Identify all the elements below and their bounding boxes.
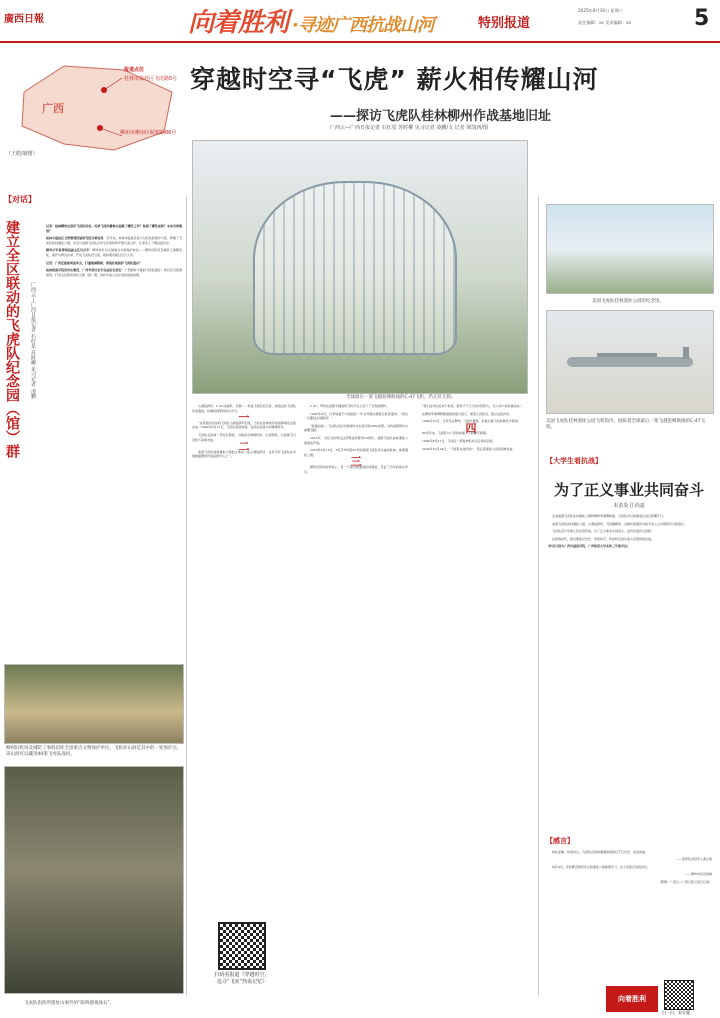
section-heading-3: 三 — [350, 455, 362, 469]
feelings-tag: 【感言】 — [546, 837, 574, 845]
interview-a1 — [46, 236, 182, 245]
interview-tag: 【对话】 — [4, 194, 44, 206]
col2-paragraph: 2015年，为纪念世界反法西斯战争胜利70周年，美国飞虎队桂林遗址公园建成开放。 — [304, 435, 408, 445]
article-column-1 — [192, 404, 296, 462]
right-photo1-caption: 美国飞虎队桂林遗址公园的纪念馆。 — [592, 299, 664, 304]
photo-glass-hangar — [192, 140, 528, 394]
feelings-body — [546, 850, 712, 885]
column-divider — [186, 196, 187, 996]
aircraft-tail — [683, 347, 689, 359]
col2-paragraph: “爱瑞加战”，飞虎队员在中国战场共击落日机2600余架，为抗战胜利作出重要贡献。 — [304, 423, 408, 433]
interview-a3 — [46, 268, 182, 277]
interview-a2-lead: 柳州市军事博物园副主任肖首军： — [46, 248, 93, 253]
photo-cave-hangar — [4, 664, 184, 744]
header-rule — [0, 41, 720, 43]
photo-observation-rock — [4, 766, 184, 994]
banner-title — [188, 2, 488, 36]
banner-title-main: 向着胜利 — [188, 8, 289, 38]
map-caption: （王皓/制图） — [6, 151, 38, 157]
interview-body — [46, 224, 182, 280]
col3-paragraph: 2024年10月14日，“飞虎队友谊学校”，见证着两国人民的深厚友谊。 — [422, 446, 516, 451]
glass-dome-structure — [253, 181, 457, 355]
opinion-paragraph: 在新的时代，我们要铭记历史、珍爱和平，传承和弘扬中美人民的传统友谊。 — [552, 536, 655, 541]
map-place-guilin: 桂林市临桂区飞虎路5号 — [124, 76, 178, 82]
right-photo2-caption: 美国飞虎队桂林遗址公园飞机馆内，展陈着全球最后一架飞越驼峰航线的C-47飞机。 — [546, 419, 705, 430]
feelings-paragraph: 知乱而静，传承初心。飞虎队员的故事激励着我们不忘历史、奋发向前。 — [552, 850, 649, 854]
opinion-note: （作者分别为广西外国语学院、广西师范大学本科三年级学生） — [546, 544, 631, 549]
interview-vertical-title: 建立全区联动的飞虎队纪念园（馆）群 — [4, 220, 20, 458]
col1-paragraph: 美国飞虎队桂林遗址公园的主体是一座山洞指挥所，也是当年飞虎队在中国最重要的作战指挥中心之一。 — [192, 449, 296, 459]
feelings-signature: ——柳州市民何香梅 — [684, 871, 712, 876]
interview-a1-text: 近年来，桂林市临桂区加大对旧址的保护力度，修缮了飞虎队桂林遗址公园，先后与美国飞虎队历史学会等机构开展交流合作，让更多人了解这段历史。 — [46, 236, 182, 245]
left-photo2-caption: 飞虎队指挥所遗址山洞外的“陈纳德观战石”。 — [24, 1001, 115, 1006]
col3-paragraph: 1944年8月31日，飞虎队一架轰炸机执行任务时坠毁。 — [422, 438, 496, 443]
col3-paragraph: 1944年10月，日军攻占柳州，飞虎队撤离，但他们留下的故事至今传颂。 — [422, 419, 521, 424]
map-place-liuzhou: 柳州市柳南区航银路86号 — [120, 130, 177, 136]
opinion-author: 朱柔炎 江尚嘉 — [613, 503, 645, 509]
column-divider — [538, 196, 539, 996]
interview-q2: 记者：广西还能如何更多去，打通地域限制，系统化地保护飞虎队遗存？ — [46, 260, 143, 265]
col2-paragraph: 1942年4月，日军的雇于中国战后一年对外国志愿航空队的轰炸。“我们一定要赶走侵略者！” — [304, 411, 408, 421]
col1-paragraph: “这是国内仅存的飞虎队山洞指挥所旧址，当年在桂林的作战指挥就在这里完成。”1942年6月11日，飞虎队进驻桂林，在此后的战斗中屡建奇功。 — [192, 420, 296, 430]
aircraft-graphic — [547, 311, 713, 413]
interview-vertical-byline: 广西云—广西日报记者 石红星 苏时柳 见习记者 凌鹏 — [30, 282, 36, 399]
interview-a2 — [46, 248, 182, 257]
map-region-label: 广西 — [42, 102, 64, 115]
photo-memorial-hall — [546, 204, 714, 294]
promo-banner: 向着胜利 — [606, 986, 658, 1012]
opinion-paragraph: 走进美国飞虎队桂林遗址公园和柳州军事博物园，飞虎队员们的事迹让我们感慨不已。 — [552, 514, 667, 518]
aircraft-fuselage — [567, 357, 693, 367]
col3-paragraph: “我们在华的后来个机场，都是千千万万的中国劳力，众人和小孩肩挑而来。” — [422, 404, 523, 408]
page-number: 5 — [694, 6, 710, 31]
guangxi-map — [4, 52, 184, 156]
opinion-title: 为了正义事业共同奋斗 — [553, 481, 704, 499]
promo-caption: 扫一扫，看专题 — [662, 1010, 690, 1015]
map-legend: 报道点位 — [124, 67, 145, 73]
article-column-2 — [304, 404, 408, 477]
aircraft-wing — [597, 353, 657, 357]
banner-title-sub: ·寻迹广西抗战山河 — [292, 15, 434, 36]
opinion-paragraph: 美国飞虎队桂林遗址公园，山洞指挥所、飞机掩蔽库、运输机等遗存仍能引发人们对那段岁月的追忆。 — [552, 521, 688, 526]
section-heading-2: 二 — [238, 440, 250, 454]
opinion-body — [546, 514, 712, 552]
qr-caption-line1: 扫码看报道《穿越时空， — [214, 972, 270, 978]
special-report-label: 特别报道 — [478, 16, 531, 31]
article-subtitle: ——探访飞虎队桂林柳州作战基地旧址 — [330, 109, 552, 124]
qr-caption-line2: 追寻“飞虎”热血记忆》 — [216, 979, 268, 985]
editors-line: 责任编辑：xx 美术编辑：xx — [578, 20, 632, 25]
interview-a3-lead: 桂林旅游学院世界史教授、广西华侨历史学会副会长张宏： — [46, 268, 125, 273]
col3-paragraph: 在柳州军事博物园展馆的展方显示，保留人员姓名，铭记这段历史。 — [422, 411, 513, 416]
article-qr-code[interactable] — [218, 922, 266, 970]
interview-q1: 记者：桂林柳州在保护飞虎队旧址、传承飞虎队精神方面做了哪些工作？取得了哪些成效？未来有何规划？ — [46, 224, 182, 233]
col1-paragraph: 山洞指挥所、C-47运输机、石碉……乘高飞虎队纪念性，看到这些飞虎队作战遗迹，仿佛回到那段烽火岁月。 — [192, 404, 296, 413]
section-heading-4: 四 — [465, 421, 477, 435]
promo-qr-code[interactable] — [664, 980, 694, 1010]
interview-a3-text: 广西拥有丰富的飞虎队遗存，我们应当统筹规划，打造全区联动的纪念园（馆）群，讲好中美人民并肩抗战的故事。 — [46, 268, 182, 277]
col2-paragraph: 柳州旧机场的草地上，有一个高出地面的机库遗址，见证了当年的烽火岁月。 — [304, 464, 408, 474]
opinion-tag: 【大学生看抗战】 — [546, 457, 602, 465]
photo-c47-aircraft — [546, 310, 714, 414]
qr-caption — [202, 972, 282, 986]
feelings-editor: （整理：广西云—广西日报记者石红星） — [657, 880, 712, 885]
feelings-signature: ——某部队退役军人黄吉喜 — [675, 856, 712, 861]
col2-paragraph: C-47，罗洋在说斯平越卷的飞机平台上驻下了宝贵的情怀。 — [310, 404, 390, 408]
main-photo-caption: 全球最后一架飞越驼峰航线的C-47飞机，仍完好无损。 — [346, 395, 456, 400]
col2-paragraph: 2016年8月15日，5名平均年龄91岁的美国飞虎队老兵重返桂林，参观遗址公园。 — [304, 448, 408, 457]
article-column-3 — [416, 404, 526, 454]
left-photo1-caption: 柳州旧机场及城防工事群旧址全国重点文物保护单位，飞机库山洞是其中的一处保护点，该山洞可以藏进40架飞虎队战机。 — [6, 746, 182, 757]
feelings-paragraph: 每年4月，学校都会组织学生到遗址公园参观学习，让大家铭记这段历史。 — [552, 865, 650, 870]
issue-date: 2025年8月16日 星期六 — [578, 8, 624, 13]
article-title: 穿越时空寻“飞虎” 薪火相传耀山河 — [190, 65, 599, 94]
col1-paragraph: 飞虎队在桂林一带驻扎期间，当地民众修建机场、运送物资，与美国飞行员结下深厚友谊。 — [192, 432, 296, 442]
opinion-paragraph: 飞虎队员与中国人民并肩作战，为了正义事业共同奋斗，这份友谊历久弥新。 — [552, 529, 655, 534]
col3-paragraph: 80多年来，飞虎队与广西的故事，不断续写新篇。 — [422, 431, 489, 436]
article-byline: 广西云—广西日报记者 石红星 苏时柳 见习记者 凌鹏/文 记者 梁凯西/图 — [330, 125, 488, 131]
newspaper-logo: 廣西日報 — [4, 14, 44, 25]
section-heading-1: 一 — [238, 411, 250, 425]
interview-a1-lead: 桂林市临桂区文物管理所副研究馆员蒋桂英： — [46, 236, 107, 241]
map-graphic — [4, 52, 184, 156]
interview-a2-text: 柳州市针对全国重点文物保护单位——柳州旧机场及城防工事群旧址，保护与研究并举，开放飞虎队纪念馆，接待观众超过百万人次。 — [46, 248, 182, 257]
